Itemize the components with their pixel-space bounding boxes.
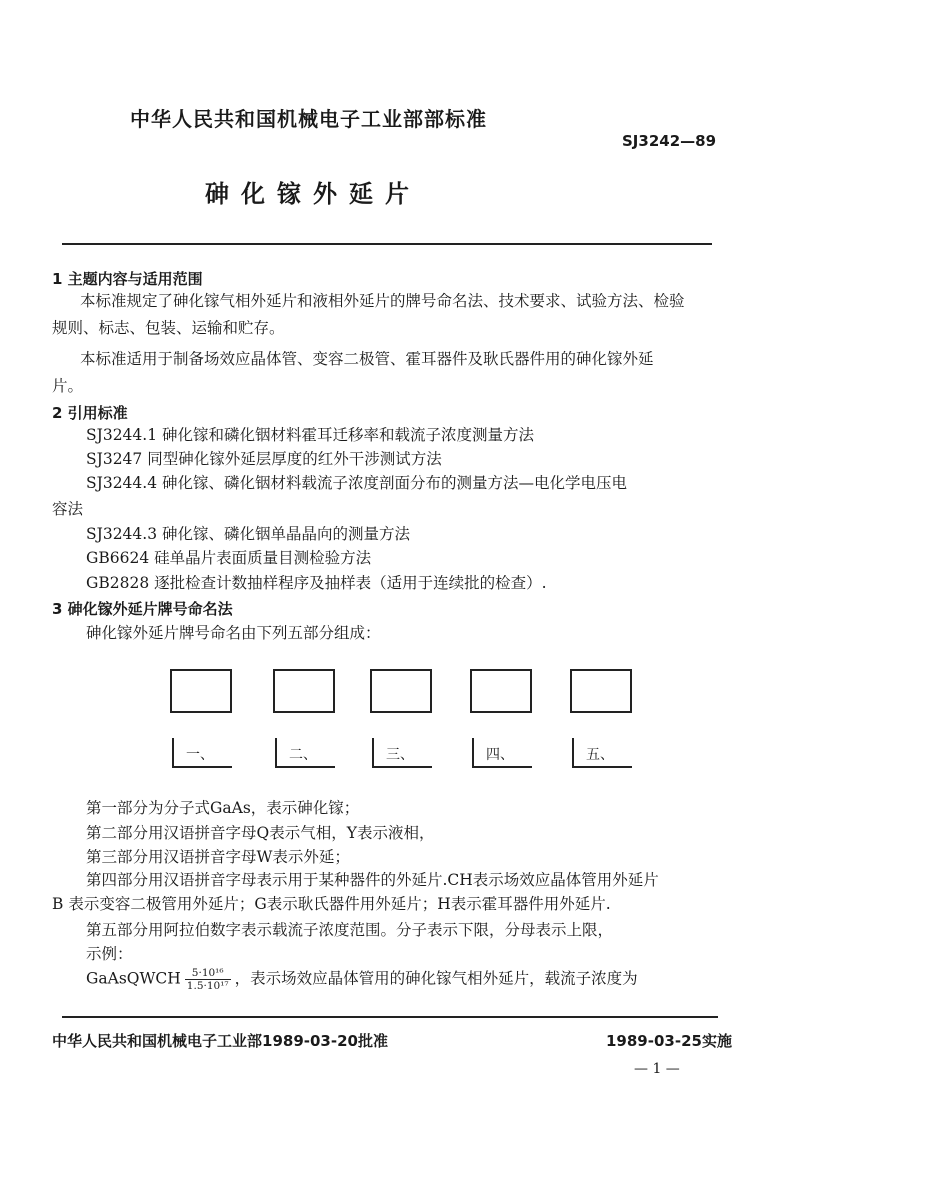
section-1-para-1-line-1: 本标准规定了砷化镓气相外延片和液相外延片的牌号命名法、技术要求、试验方法、检验 bbox=[80, 292, 685, 310]
example-formula bbox=[86, 967, 638, 992]
fraction-numerator: 5·10¹⁶ bbox=[185, 967, 231, 980]
example-label: 示例： bbox=[86, 945, 133, 963]
reference-item: SJ3244.1 砷化镓和磷化铟材料霍耳迁移率和载流子浓度测量方法 bbox=[86, 426, 534, 444]
part-box-3 bbox=[370, 669, 432, 713]
reference-item-continuation: 容法 bbox=[52, 500, 84, 518]
naming-line: 第一部分为分子式GaAs，表示砷化镓； bbox=[86, 799, 360, 817]
part-label-text: 一、 bbox=[186, 747, 214, 763]
reference-item: GB2828 逐批检查计数抽样程序及抽样表（适用于连续批的检查）. bbox=[86, 574, 547, 592]
standard-code: SJ3242—89 bbox=[622, 132, 717, 150]
page-number: — 1 — bbox=[634, 1061, 680, 1077]
part-label-text: 三、 bbox=[386, 747, 414, 763]
part-label-text: 五、 bbox=[586, 747, 614, 763]
example-suffix: ，表示场效应晶体管用的砷化镓气相外延片，载流子浓度为 bbox=[234, 969, 638, 988]
example-prefix: GaAsQWCH bbox=[86, 969, 181, 988]
part-box-1 bbox=[170, 669, 232, 713]
section-1-para-1-line-2: 规则、标志、包装、运输和贮存。 bbox=[52, 319, 285, 337]
fraction-denominator: 1.5·10¹⁷ bbox=[186, 980, 229, 992]
part-label-5 bbox=[572, 738, 632, 768]
section-1-para-2-line-1: 本标准适用于制备场效应晶体管、变容二极管、霍耳器件及耿氏器件用的砷化镓外延 bbox=[80, 350, 654, 368]
reference-item: GB6624 硅单晶片表面质量目测检验方法 bbox=[86, 549, 372, 567]
section-1-para-2-line-2: 片。 bbox=[52, 377, 84, 395]
reference-item: SJ3244.3 砷化镓、磷化铟单晶晶向的测量方法 bbox=[86, 525, 410, 543]
approval-info: 中华人民共和国机械电子工业部1989-03-20批准 bbox=[52, 1032, 388, 1050]
naming-intro: 砷化镓外延片牌号命名由下列五部分组成： bbox=[86, 624, 381, 642]
document-title: 砷化镓外延片 bbox=[205, 180, 421, 208]
section-2-heading: 2 引用标准 bbox=[52, 404, 128, 422]
part-box-2 bbox=[273, 669, 335, 713]
section-1-heading: 1 主题内容与适用范围 bbox=[52, 270, 203, 288]
part-label-3 bbox=[372, 738, 432, 768]
part-box-5 bbox=[570, 669, 632, 713]
reference-item: SJ3244.4 砷化镓、磷化铟材料载流子浓度剖面分布的测量方法—电化学电压电 bbox=[86, 474, 627, 492]
naming-line: 第二部分用汉语拼音字母Q表示气相，Y表示液相， bbox=[86, 824, 435, 842]
header-divider bbox=[62, 243, 712, 245]
section-3-heading: 3 砷化镓外延片牌号命名法 bbox=[52, 600, 233, 618]
naming-line: 第三部分用汉语拼音字母W表示外延； bbox=[86, 848, 350, 866]
part-label-text: 四、 bbox=[486, 747, 514, 763]
footer-divider bbox=[62, 1016, 718, 1018]
ministry-standard-title: 中华人民共和国机械电子工业部部标准 bbox=[130, 107, 487, 131]
reference-item: SJ3247 同型砷化镓外延层厚度的红外干涉测试方法 bbox=[86, 450, 442, 468]
part-box-4 bbox=[470, 669, 532, 713]
part-label-4 bbox=[472, 738, 532, 768]
naming-line: 第四部分用汉语拼音字母表示用于某种器件的外延片.CH表示场效应晶体管用外延片 bbox=[86, 871, 659, 889]
part-label-text: 二、 bbox=[289, 747, 317, 763]
part-label-2 bbox=[275, 738, 335, 768]
concentration-fraction bbox=[185, 967, 231, 992]
part-label-1 bbox=[172, 738, 232, 768]
effective-date: 1989-03-25实施 bbox=[606, 1032, 732, 1050]
naming-line: B 表示变容二极管用外延片；G表示耿氏器件用外延片；H表示霍耳器件用外延片. bbox=[52, 895, 611, 913]
naming-line: 第五部分用阿拉伯数字表示载流子浓度范围。分子表示下限，分母表示上限， bbox=[86, 921, 614, 939]
